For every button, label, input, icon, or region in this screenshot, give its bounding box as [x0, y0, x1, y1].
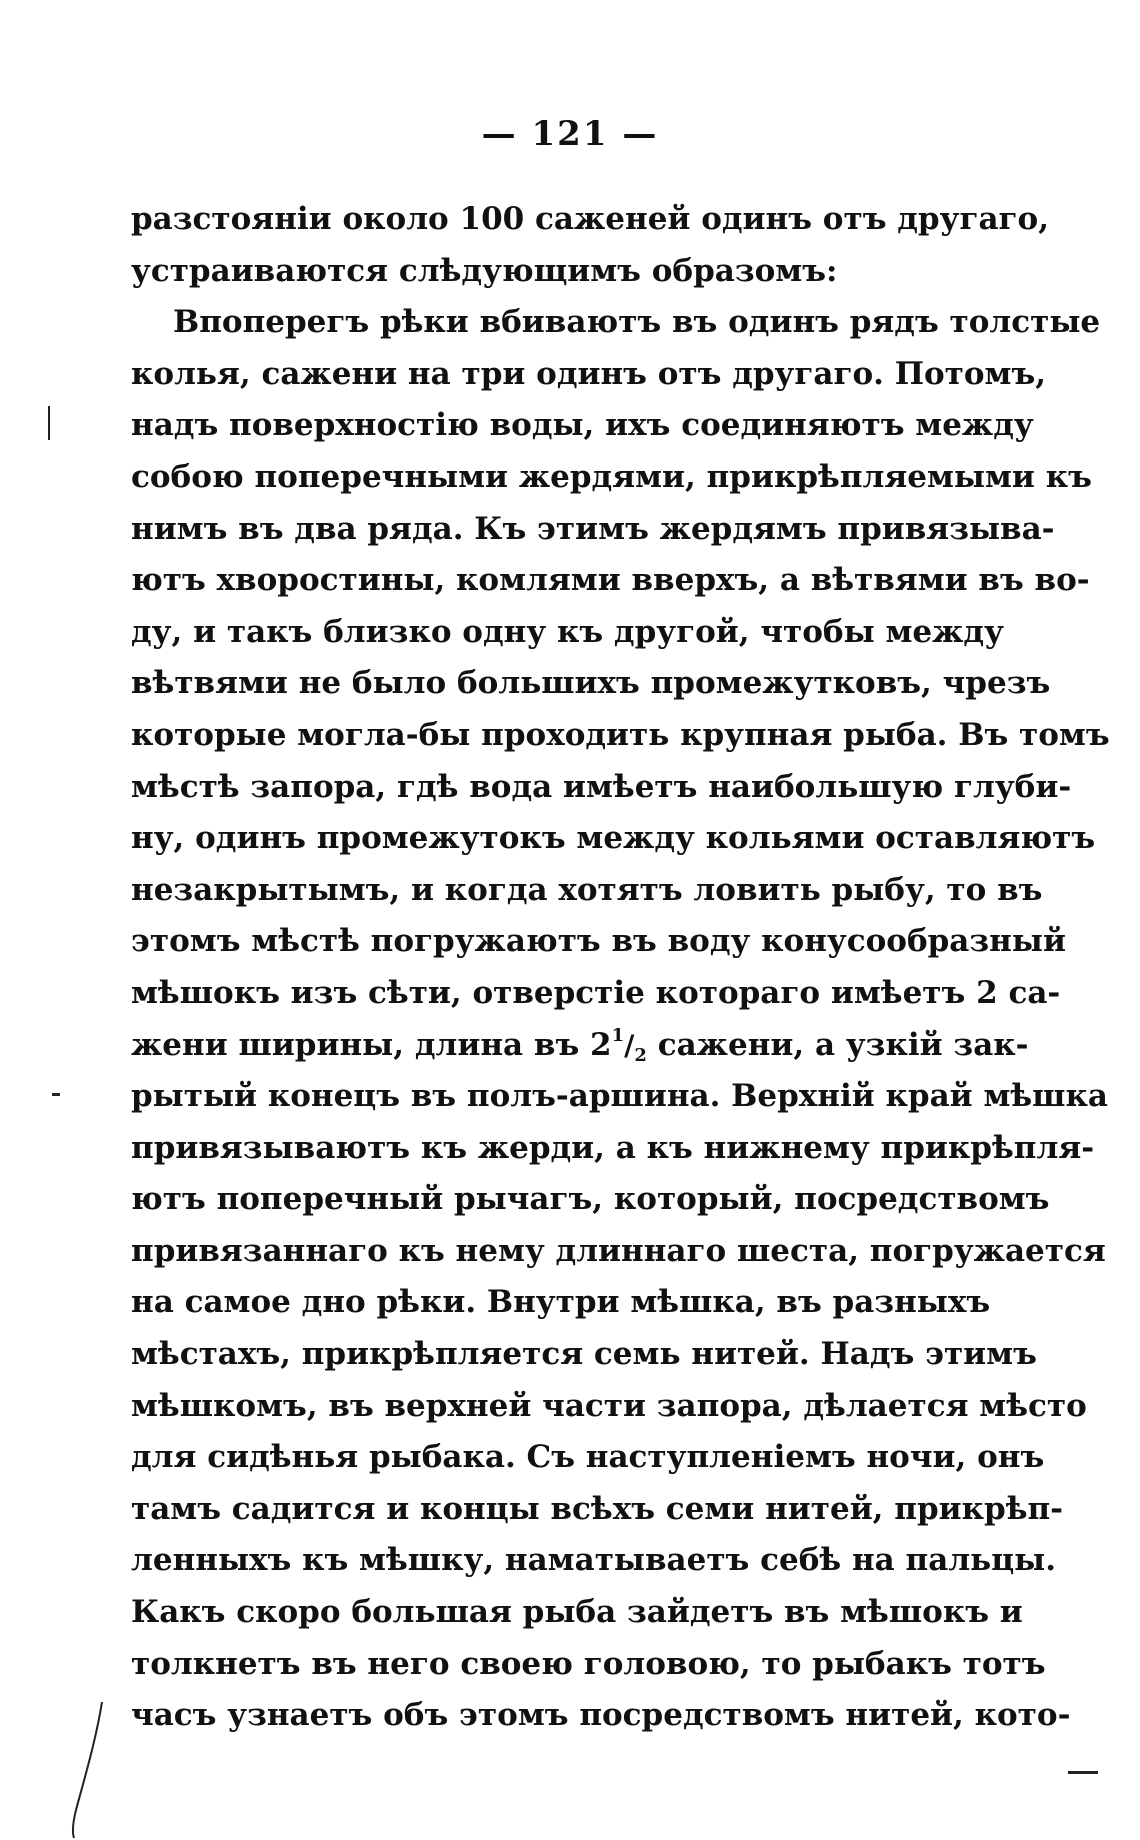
text-line: мѣшокъ изъ сѣти, отверстіе котораго имѣетъ 2 са- [131, 974, 1061, 1011]
fraction-two-and-half [590, 1024, 647, 1066]
fraction-slash: / [624, 1028, 635, 1062]
scan-artifact-mark [52, 1093, 60, 1096]
text-line: незакрытымъ, и когда хотятъ ловить рыбу, то въ [131, 871, 1043, 908]
text-line: Впоперегъ рѣки вбиваютъ въ одинъ рядъ толстые [173, 304, 1101, 341]
text-line: привязываютъ къ жерди, а къ нижнему прикрѣпля- [131, 1129, 1095, 1166]
fraction-numerator: 1 [611, 1024, 625, 1046]
text-line: собою поперечными жердями, прикрѣпляемыми къ [131, 458, 1092, 495]
text-line: тамъ садится и концы всѣхъ семи нитей, прикрѣп- [131, 1490, 1064, 1527]
text-line: разстояніи около 100 саженей одинъ отъ другаго, [131, 201, 1049, 237]
text-line: толкнетъ въ него своею головою, то рыбакъ тотъ [131, 1645, 1046, 1682]
text-line: мѣстахъ, прикрѣпляется семь нитей. Надъ этимъ [131, 1336, 1037, 1373]
text-line: надъ поверхностію воды, ихъ соединяютъ между [131, 407, 1034, 444]
line-part-before-fraction: жени ширины, длина въ [131, 1026, 580, 1063]
text-line: мѣстѣ запора, гдѣ вода имѣетъ наибольшую глуби- [131, 768, 1072, 805]
page-number: — 121 — [481, 114, 659, 154]
text-line: ютъ поперечный рычагъ, который, посредствомъ [131, 1181, 1050, 1218]
text-line: этомъ мѣстѣ погружаютъ въ воду конусообразный [131, 923, 1066, 960]
text-line-with-fraction [131, 1020, 1029, 1072]
text-line: устраиваются слѣдующимъ образомъ: [131, 252, 838, 289]
text-line: привязаннаго къ нему длиннаго шеста, погружается [131, 1232, 1106, 1269]
text-line: на самое дно рѣки. Внутри мѣшка, въ разныхъ [131, 1284, 991, 1321]
text-line: для сидѣнья рыбака. Съ наступленіемъ ночи, онъ [131, 1439, 1045, 1476]
text-line: которые могла-бы проходить крупная рыба. Въ томъ [131, 716, 1110, 753]
text-line: часъ узнаетъ объ этомъ посредствомъ нитей, кото- [131, 1697, 1071, 1734]
text-line: ютъ хворостины, комлями вверхъ, а вѣтвями въ во- [131, 562, 1090, 599]
text-line: вѣтвями не было большихъ промежутковъ, чрезъ [131, 665, 1051, 702]
line-part-after-fraction: сажени, а узкій зак- [657, 1026, 1029, 1063]
scan-artifact-mark [1068, 1771, 1098, 1774]
scan-artifact-stroke [68, 1700, 108, 1840]
scan-artifact-mark [48, 406, 50, 440]
text-line: рытый конецъ въ полъ-аршина. Верхній край мѣшка [131, 1078, 1108, 1115]
text-line: ду, и такъ близко одну къ другой, чтобы между [131, 613, 1004, 650]
text-line: ленныхъ къ мѣшку, наматываетъ себѣ на пальцы. [131, 1542, 1056, 1579]
text-line: колья, сажени на три одинъ отъ другаго. Потомъ, [131, 355, 1047, 392]
text-line: Какъ скоро большая рыба зайдетъ въ мѣшокъ и [131, 1594, 1023, 1631]
body-text [131, 194, 1110, 1742]
fraction-denominator: 2 [634, 1044, 647, 1066]
text-line: нимъ въ два ряда. Къ этимъ жердямъ привязыва- [131, 510, 1055, 547]
fraction-whole: 2 [590, 1026, 612, 1063]
text-line: ну, одинъ промежутокъ между кольями оставляютъ [131, 820, 1096, 857]
text-line: мѣшкомъ, въ верхней части запора, дѣлается мѣсто [131, 1387, 1087, 1424]
